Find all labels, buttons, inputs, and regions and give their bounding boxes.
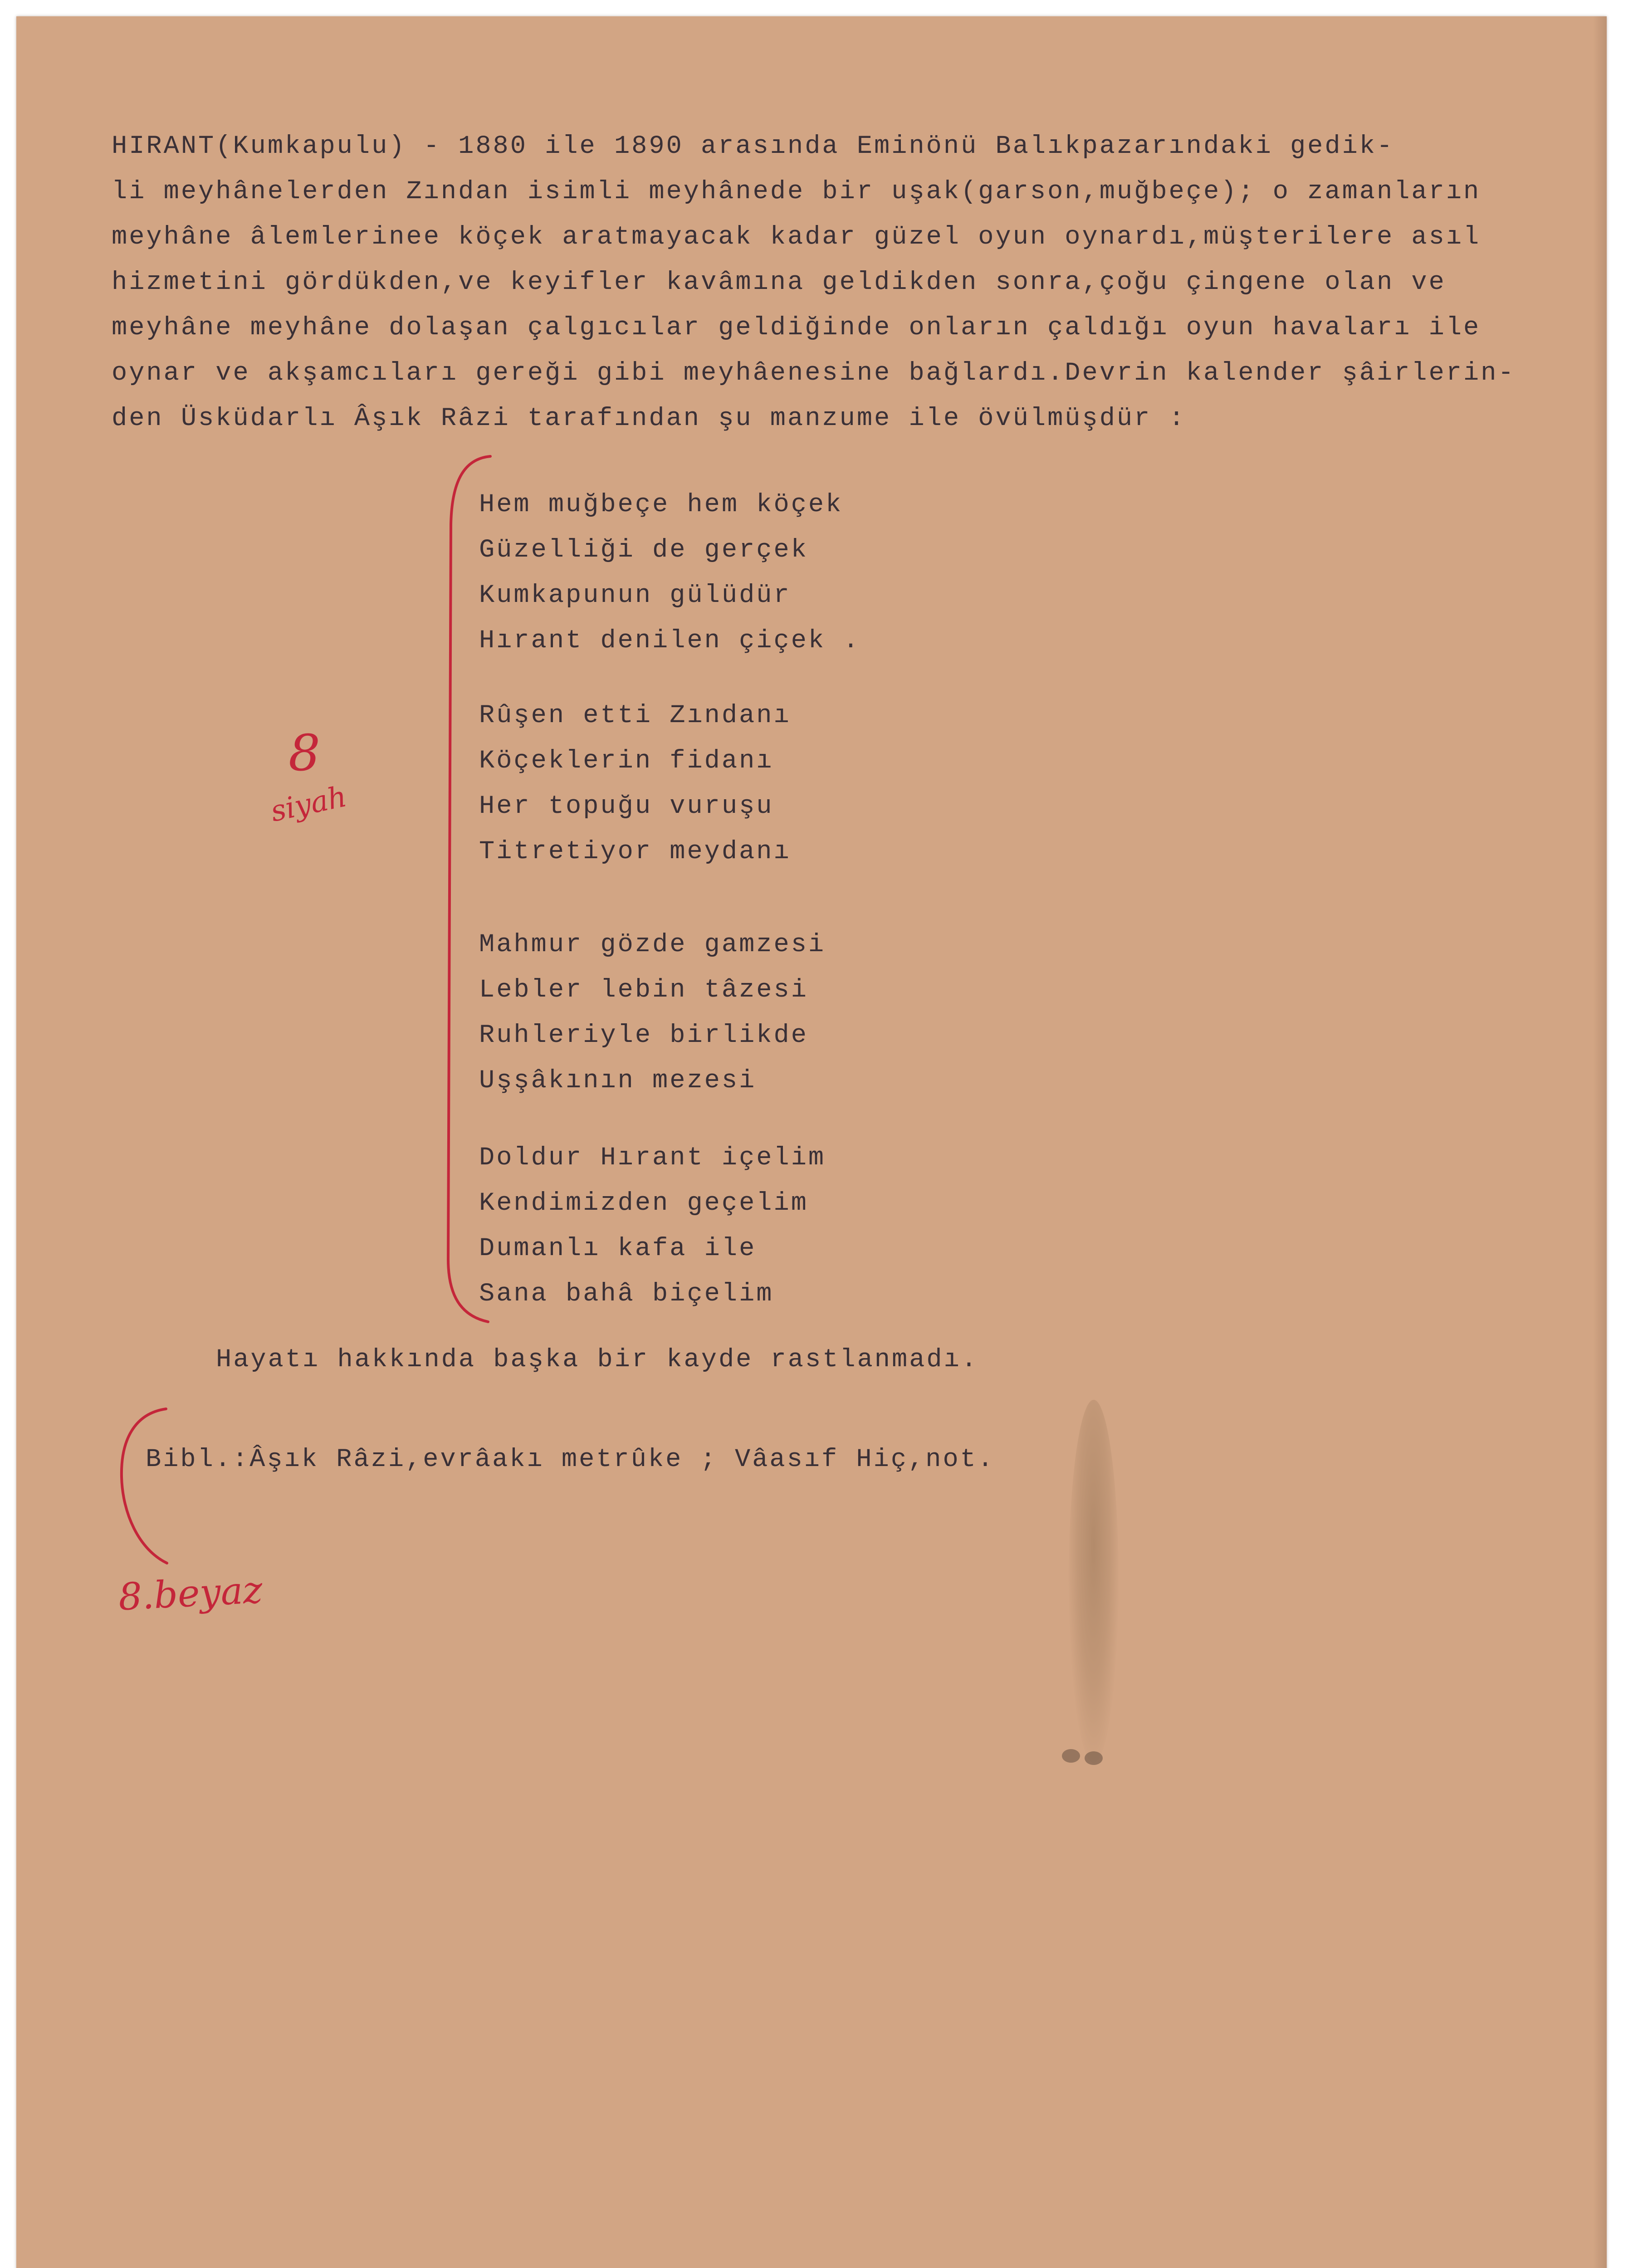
poem-line: Hırant denilen çiçek .	[479, 626, 861, 655]
poem-line: Titretiyor meydanı	[479, 837, 791, 866]
red-bibliography-bracket	[116, 1400, 171, 1572]
handwritten-note-number: 8	[288, 724, 320, 782]
poem-line: Hem muğbeçe hem köçek	[479, 490, 843, 519]
stain-spot	[1085, 1751, 1103, 1765]
poem-line: Kumkapunun gülüdür	[479, 581, 791, 610]
paragraph-line: meyhâne âlemlerinee köçek aratmayacak kadar güzel oyun oynardı,müşterilere asıl	[112, 223, 1481, 252]
paragraph-line: li meyhânelerden Zından isimli meyhânede bir uşak(garson,muğbeçe); o zamanların	[112, 177, 1481, 206]
stain-spot	[1062, 1749, 1080, 1763]
poem-line: Lebler lebin tâzesi	[479, 976, 808, 1005]
handwritten-bib-note: 8.beyaz	[117, 1568, 264, 1619]
poem-line: Güzelliği de gerçek	[479, 536, 808, 565]
poem-line: Her topuğu vuruşu	[479, 792, 774, 821]
poem-line: Doldur Hırant içelim	[479, 1144, 826, 1173]
bibliography: Bibl.:Âşık Râzi,evrâakı metrûke ; Vâasıf Hiç,not.	[146, 1445, 995, 1474]
poem-line: Kendimizden geçelim	[479, 1189, 808, 1218]
handwritten-note-word: siyah	[268, 780, 350, 829]
closing-sentence: Hayatı hakkında başka bir kayde rastlanmadı.	[216, 1345, 979, 1374]
poem-line: Ruhleriyle birlikde	[479, 1021, 808, 1050]
poem-line: Köçeklerin fidanı	[479, 747, 774, 776]
paragraph-line: meyhâne meyhâne dolaşan çalgıcılar geldiğinde onların çaldığı oyun havaları ile	[112, 313, 1481, 342]
poem-line: Dumanlı kafa ile	[479, 1234, 757, 1263]
paper-stain	[1069, 1400, 1119, 1763]
paragraph-line: den Üsküdarlı Âşık Râzi tarafından şu manzume ile övülmüşdür :	[112, 404, 1186, 433]
poem-line: Mahmur gözde gamzesi	[479, 930, 826, 959]
poem-line: Sana bahâ biçelim	[479, 1280, 774, 1309]
poem-line: Rûşen etti Zındanı	[479, 701, 791, 730]
poem-line: Uşşâkının mezesi	[479, 1066, 757, 1095]
paragraph-line: hizmetini gördükden,ve keyifler kavâmına geldikden sonra,çoğu çingene olan ve	[112, 268, 1446, 297]
document-page	[16, 16, 1607, 2268]
paragraph-line: oynar ve akşamcıları gereği gibi meyhâenesine bağlardı.Devrin kalender şâirlerin-	[112, 359, 1516, 388]
paragraph-line: HIRANT(Kumkapulu) - 1880 ile 1890 arasında Eminönü Balıkpazarındaki gedik-	[112, 132, 1394, 161]
